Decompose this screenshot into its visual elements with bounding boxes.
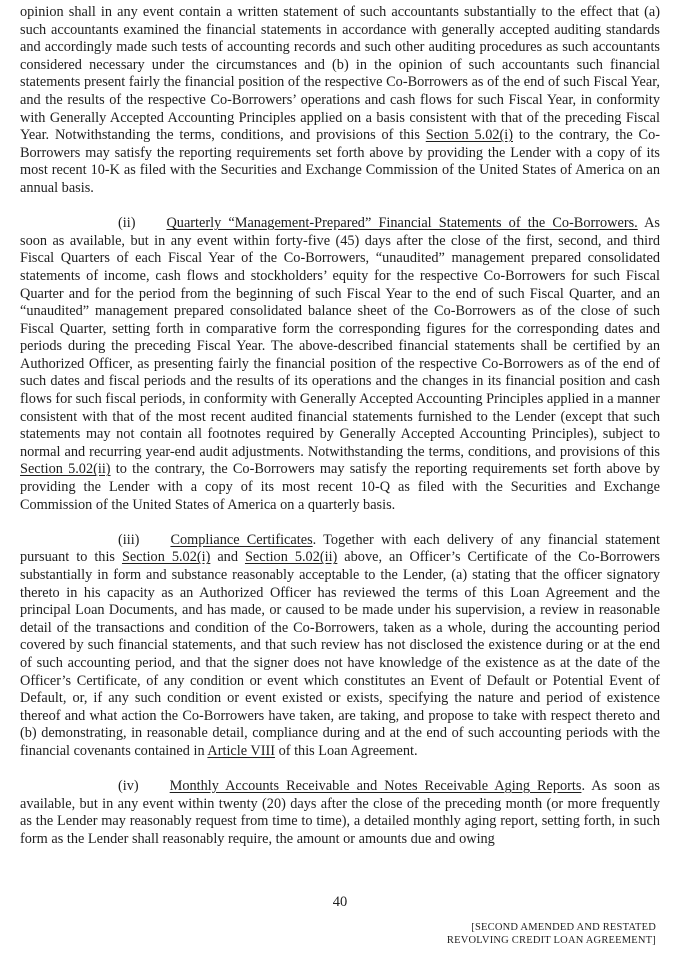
section-5-02-i-reference[interactable]: Section 5.02(i) xyxy=(121,549,211,566)
clause-number: (iv) xyxy=(118,778,139,795)
paragraph-aging-reports: (iv) Monthly Accounts Receivable and Notes Receivable Aging Reports. As soon as available, but in any event within twenty (20) days after the close of the preceding month (or more frequently as the Lender may reasonably request from time to time), a detailed monthly aging report, setting forth, in such form as the Lender shall reasonably require, the amount or amounts due and owing xyxy=(20,778,660,847)
clause-number: (iii) xyxy=(118,531,140,548)
section-5-02-i-reference[interactable]: Section 5.02(i) xyxy=(425,127,513,144)
paragraph-annual-opinion: opinion shall in any event contain a written statement of such accountants substantially to the effect that (a) such accountants examined the financial statements in accordance with generally accepted auditing standards and accordingly made such tests of accounting records and such other auditing procedures as such accountants considered necessary under the circumstances and (b) in the opinion of such accountants such financial statements present fairly the financial position of the respective Co-Borrowers as of the end of such Fiscal Year, and the results of the respective Co-Borrowers’ operations and cash flows for such Fiscal Year, in conformity with Generally Accepted Accounting Principles applied on a basis consistent with that of the preceding Fiscal Year. Notwithstanding the terms, conditions, and provisions of this Section 5.02(i) to the contrary, the Co-Borrowers may satisfy the reporting requirements set forth above by providing the Lender with a copy of its most recent 10-K as filed with the Securities and Exchange Commission of the United States of America on an annual basis. xyxy=(20,4,660,196)
clause-heading: Compliance Certificates xyxy=(170,531,313,548)
section-5-02-ii-reference[interactable]: Section 5.02(ii) xyxy=(20,461,111,478)
document-footer xyxy=(447,921,656,947)
footer-line-1: [SECOND AMENDED AND RESTATED xyxy=(471,922,656,933)
paragraph-compliance-certificates: (iii) Compliance Certificates. Together with each delivery of any financial statement pursuant to this Section 5.02(i) and Section 5.02(ii) above, an Officer’s Certificate of the Co-Borrowers substantially in form and substance reasonably acceptable to the Lender, (a) stating that the officer signatory thereto in his capacity as an Authorized Officer has reviewed the terms of this Loan Agreement and the principal Loan Documents, and has made, or caused to be made under his supervision, a review in reasonable detail of the transactions and condition of the Co-Borrowers, taken as a whole, during the accounting period covered by such financial statements, and that such review has not disclosed the existence during or at the end of such accounting period, and that the signer does not have knowledge of the existence as at the date of the Officer’s Certificate, of any condition or event which constitutes an Event of Default or Potential Event of Default, or, if any such condition or event existed or exists, specifying the nature and period of existence thereof and what action the Co-Borrowers have taken, are taking, and propose to take with respect thereto and (b) demonstrating, in reasonable detail, compliance during and at the end of such accounting periods with the financial covenants contained in Article VIII of this Loan Agreement. xyxy=(20,531,660,759)
footer-line-2: REVOLVING CREDIT LOAN AGREEMENT] xyxy=(446,935,656,946)
section-5-02-ii-reference[interactable]: Section 5.02(ii) xyxy=(244,549,338,566)
clause-heading: Monthly Accounts Receivable and Notes Receivable Aging Reports xyxy=(169,778,582,795)
clause-number: (ii) xyxy=(118,215,136,232)
clause-heading: Quarterly “Management-Prepared” Financial Statements of the Co-Borrowers. xyxy=(166,215,638,232)
article-viii-reference[interactable]: Article VIII xyxy=(207,742,276,759)
page-number: 40 xyxy=(332,894,348,910)
paragraph-quarterly-statements: (ii) Quarterly “Management-Prepared” Financial Statements of the Co-Borrowers. As soon as available, but in any event within forty-five (45) days after the close of the first, second, and third Fiscal Quarters of each Fiscal Year of the Co-Borrowers, “unaudited” management prepared consolidated statements of income, cash flows and stockholders’ equity for the respective Co-Borrowers for such Fiscal Quarter and for the period from the beginning of such Fiscal Year to the end of such Fiscal Quarter, and an “unaudited” management prepared consolidated balance sheet of the Co-Borrowers as of the close of such Fiscal Quarter, setting forth in comparative form the corresponding figures for the corresponding dates and periods during the preceding Fiscal Year. The above-described financial statements shall be certified by an Authorized Officer, as presenting fairly the financial position of the respective Co-Borrowers as of the end of such dates and fiscal periods and the results of its operations and the changes in its financial position and cash flows for such fiscal periods, in conformity with Generally Accepted Accounting Principles applied in a manner consistent with that of the most recent audited financial statements furnished to the Lender (except that such statements may not contain all footnotes required by Generally Accepted Accounting Principles), subject to normal and recurring year-end audit adjustments. Notwithstanding the terms, conditions, and provisions of this Section 5.02(ii) to the contrary, the Co-Borrowers may satisfy the reporting requirements set forth above by providing the Lender with a copy of its most recent 10-Q as filed with the Securities and Exchange Commission of the United States of America on a quarterly basis. xyxy=(20,215,661,513)
document-body xyxy=(20,4,660,849)
